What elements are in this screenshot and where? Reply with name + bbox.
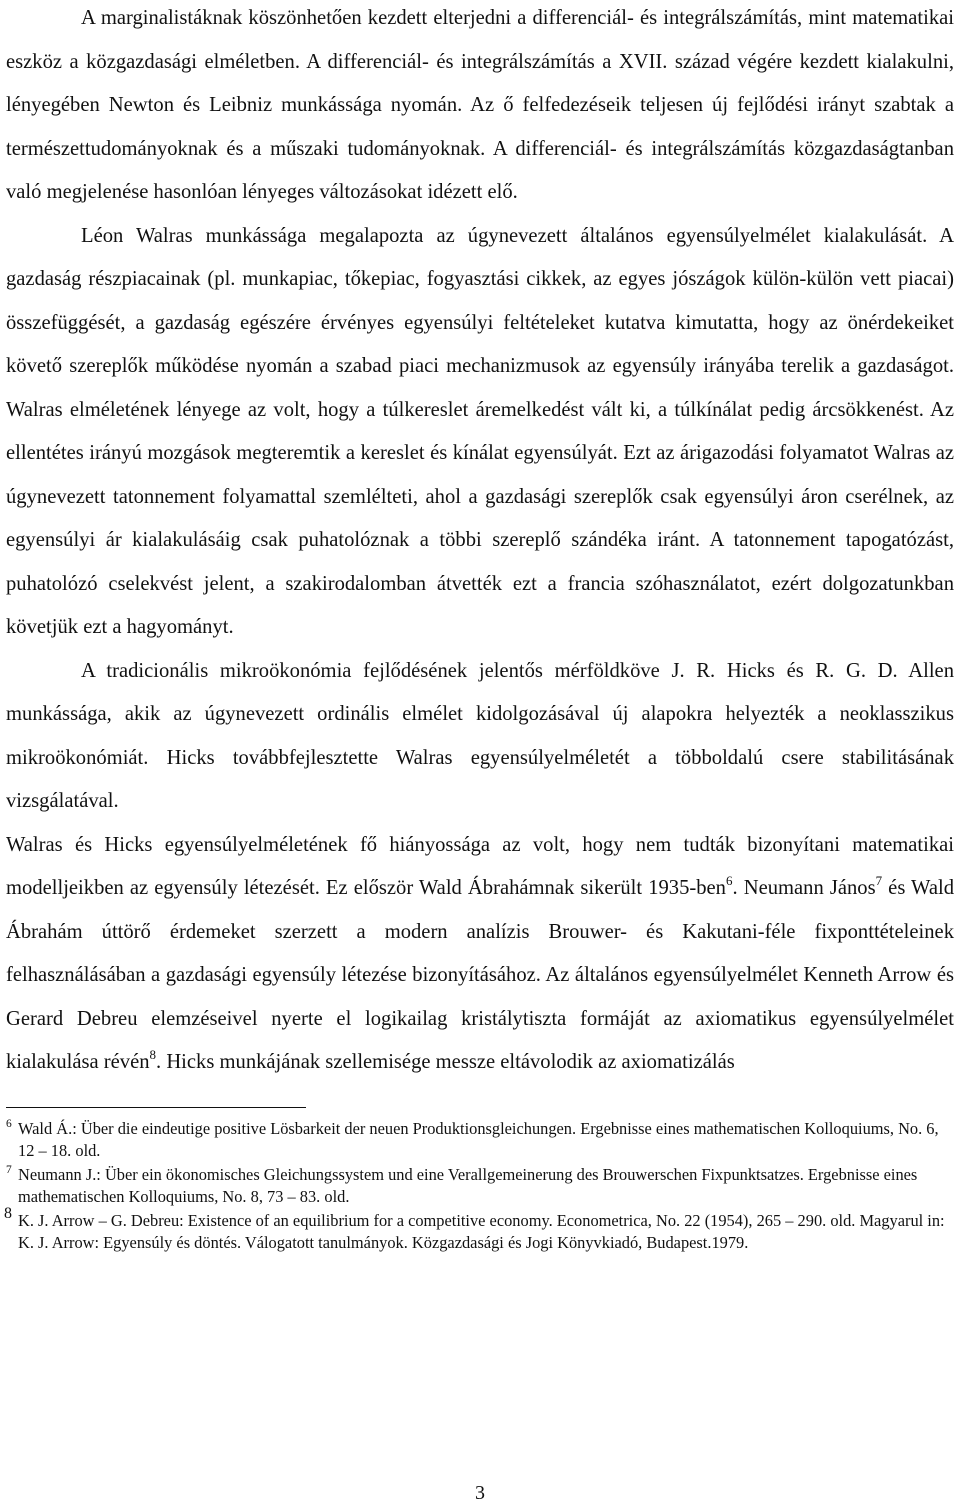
footnote-mark: 6	[6, 1117, 12, 1130]
footnote-text: Neumann J.: Über ein ökonomisches Gleichungssystem und eine Verallgemeinerung des Brouwerschen Fixpunktsatzes. Ergebnisse eines mathematischen Kolloquiums, No. 8, 73 – 83. old.	[18, 1164, 918, 1206]
paragraph-4	[6, 824, 954, 1085]
footnote-text: K. J. Arrow – G. Debreu: Existence of an equilibrium for a competitive economy. Econometrica, No. 22 (1954), 265 – 290. old. Magyarul in: K. J. Arrow: Egyensúly és döntés. Válogatott tanulmányok. Közgazdasági és Jogi Könyvkiadó, Budapest.1979.	[18, 1210, 945, 1252]
footnote-mark: 8	[4, 1204, 12, 1222]
paragraph-4-part-b: . Neumann János	[732, 877, 876, 899]
footnote-6	[6, 1118, 954, 1162]
footnote-divider	[6, 1107, 306, 1108]
footnote-7	[6, 1164, 954, 1208]
paragraph-4-part-c: és Wald Ábrahám úttörő érdemeket szerzett a modern analízis Brouwer- és Kakutani-féle fixponttételeinek felhasználásában a gazdasági egyensúly létezése bizonyításához. Az általános egyensúlyelmélet Kenneth Arrow és Gerard Debreu elemzéseivel nyerte el logikailag kristálytiszta formáját az axiomatikus egyensúlyelmélet kialakulása révén	[6, 877, 954, 1073]
footnote-ref-6[interactable]: 6	[725, 873, 733, 889]
paragraph-3: A tradicionális mikroökonómia fejlődésének jelentős mérföldköve J. R. Hicks és R. G. D. Allen munkássága, akik az úgynevezett ordinális elmélet kidolgozásával új alapokra helyezték a neoklasszikus mikroökonómiát. Hicks továbbfejlesztette Walras egyensúlyelméletét a többoldalú csere stabilitásának vizsgálatával.	[6, 659, 954, 812]
page-number: 3	[475, 1482, 485, 1504]
footnote-text: Wald Á.: Über die eindeutige positive Lösbarkeit der neuen Produktionsgleichungen. Ergebnisse eines mathematischen Kolloquiums, No. 6, 12 – 18. old.	[18, 1118, 939, 1160]
footnote-ref-8[interactable]: 8	[149, 1047, 157, 1063]
paragraph-2: Léon Walras munkássága megalapozta az úgynevezett általános egyensúlyelmélet kialakulását. A gazdaság részpiacainak (pl. munkapiac, tőkepiac, fogyasztási cikkek, az egyes jószágok külön-külön vett piacai) összefüggését, a gazdaság egészére érvényes egyensúlyi feltételeket kutatva kimutatta, hogy az önérdekeiket követő szereplők működése nyomán a szabad piaci mechanizmusok az egyensúly irányába terelik a gazdaságot. Walras elméletének lényege az volt, hogy a túlkereslet áremelkedést vált ki, a túlkínálat pedig árcsökkenést. Az ellentétes irányú mozgások megteremtik a kereslet és kínálat egyensúlyát. Ezt az árigazodási folyamatot Walras az úgynevezett tatonnement folyamattal szemlélteti, ahol a gazdasági szereplők csak egyensúlyi áron cserélnek, az egyensúlyi ár kialakulásáig csak puhatolóznak a többi szereplő szándéka iránt. A tatonnement tapogatózást, puhatolózó cselekvést jelent, a szakirodalomban átvették ezt a francia szóhasználatot, ezért dolgozatunkban követjük ezt a hagyományt.	[6, 224, 954, 638]
body-text	[6, 0, 954, 1085]
footnotes	[6, 1118, 954, 1254]
paragraph-1: A marginalistáknak köszönhetően kezdett elterjedni a differenciál- és integrálszámítás, mint matematikai eszköz a közgazdasági elméletben. A differenciál- és integrálszámítás a XVII. század végére kezdett kialakulni, lényegében Newton és Leibniz munkássága nyomán. Az ő felfedezéseik teljesen új fejlődési irányt szabtak a természettudományoknak és a műszaki tudományoknak. A differenciál- és integrálszámítás közgazdaságtanban való megjelenése hasonlóan lényeges változásokat idézett elő.	[6, 7, 954, 203]
paragraph-4-part-a: Walras és Hicks egyensúlyelméletének fő hiányossága az volt, hogy nem tudták bizonyítani matematikai modelljeikben az egyensúly létezését. Ez először Wald Ábrahámnak sikerült 1935-ben	[6, 833, 954, 899]
footnote-ref-7[interactable]: 7	[875, 873, 883, 889]
footnote-mark: 7	[6, 1163, 12, 1176]
document-page	[6, 0, 954, 1256]
footnote-8	[4, 1204, 954, 1254]
paragraph-4-part-d: . Hicks munkájának szellemisége messze eltávolodik az axiomatizálás	[156, 1051, 735, 1073]
